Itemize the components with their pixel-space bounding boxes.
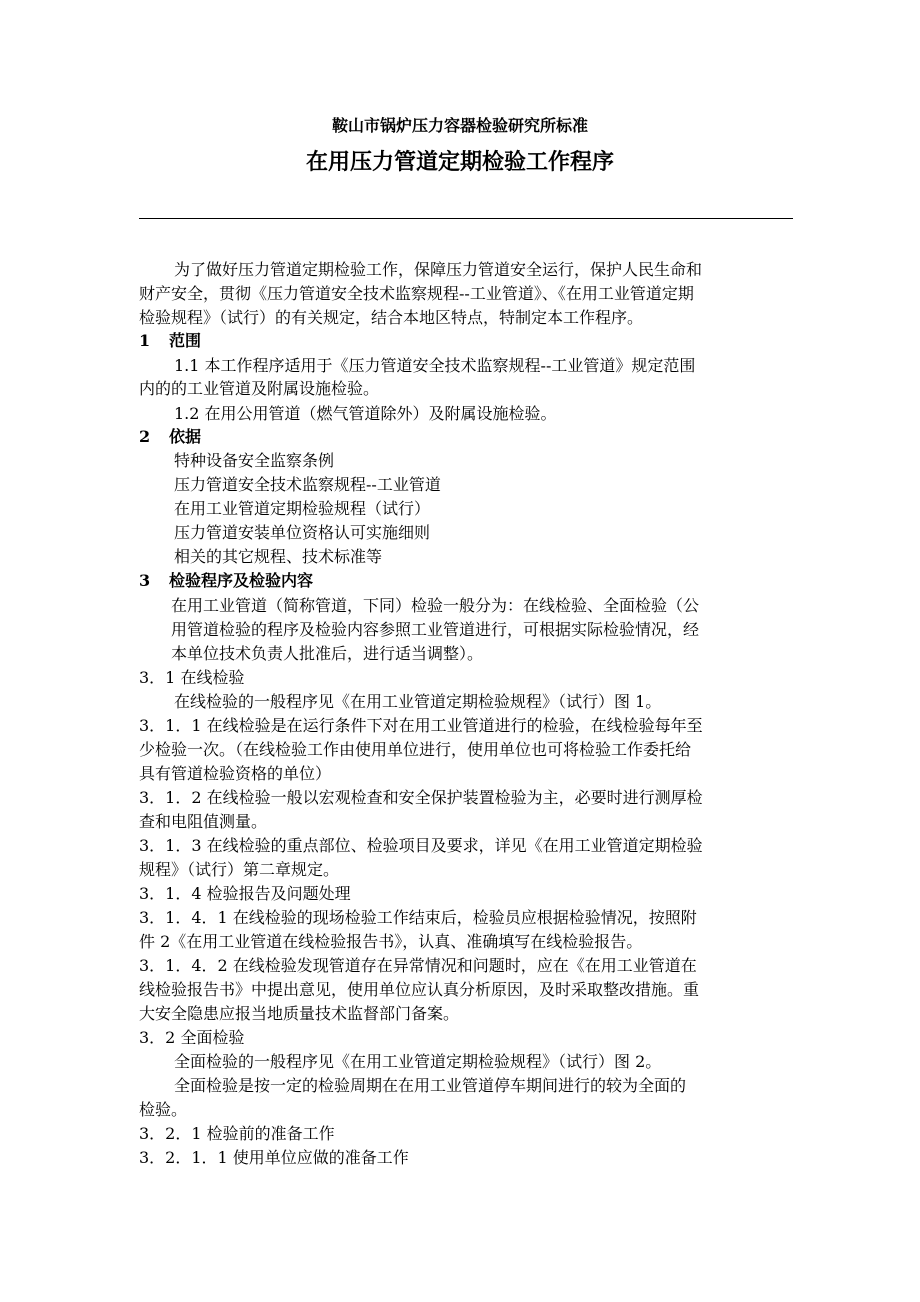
reference-item: 压力管道安装单位资格认可实施细则 xyxy=(174,523,431,542)
section-title: 依据 xyxy=(169,427,202,446)
section-number: 3 xyxy=(139,571,151,590)
header-divider xyxy=(139,218,793,219)
section-title: 检验程序及检验内容 xyxy=(169,571,314,590)
section-line: 检验。 xyxy=(139,1100,188,1119)
section-line: 用管道检验的程序及检验内容参照工业管道进行，可根据实际检验情况，经 xyxy=(171,620,700,639)
subsection-heading: 3．2．1．1 使用单位应做的准备工作 xyxy=(139,1148,409,1167)
institute-name: 鞍山市锅炉压力容器检验研究所标准 xyxy=(331,116,588,135)
section-line: 规程》（试行）第二章规定。 xyxy=(139,860,340,879)
section-line: 线检验报告书》中提出意见，使用单位应认真分析原因，及时采取整改措施。重 xyxy=(139,980,700,999)
section-line: 3．1．4．2 在线检验发现管道存在异常情况和问题时，应在《在用工业管道在 xyxy=(139,956,697,975)
section-line: 本单位技术负责人批准后，进行适当调整）。 xyxy=(171,644,484,663)
section-line: 1.2 在用公用管道（燃气管道除外）及附属设施检验。 xyxy=(174,404,557,423)
section-line: 内的的工业管道及附属设施检验。 xyxy=(139,379,380,398)
subsection-heading: 3．2 全面检验 xyxy=(139,1028,245,1047)
section-line: 查和电阻值测量。 xyxy=(139,812,268,831)
intro-line: 检验规程》（试行）的有关规定，结合本地区特点，特制定本工作程序。 xyxy=(139,308,644,327)
section-line: 全面检验的一般程序见《在用工业管道定期检验规程》（试行）图 2。 xyxy=(174,1052,662,1071)
section-line: 在线检验的一般程序见《在用工业管道定期检验规程》（试行）图 1。 xyxy=(174,692,662,711)
reference-item: 压力管道安全技术监察规程--工业管道 xyxy=(174,475,441,494)
section-line: 具有管道检验资格的单位） xyxy=(139,764,332,783)
reference-item: 相关的其它规程、技术标准等 xyxy=(174,547,383,566)
section-line: 件 2《在用工业管道在线检验报告书》，认真、准确填写在线检验报告。 xyxy=(139,932,643,951)
reference-item: 特种设备安全监察条例 xyxy=(174,451,335,470)
section-heading xyxy=(139,570,313,592)
section-line: 3．1．3 在线检验的重点部位、检验项目及要求，详见《在用工业管道定期检验 xyxy=(139,836,703,855)
section-line: 大安全隐患应报当地质量技术监督部门备案。 xyxy=(139,1004,460,1023)
intro-line: 为了做好压力管道定期检验工作，保障压力管道安全运行，保护人民生命和 xyxy=(174,260,703,279)
section-line: 3．1．4．1 在线检验的现场检验工作结束后，检验员应根据检验情况，按照附 xyxy=(139,908,697,927)
section-line: 3．1．2 在线检验一般以宏观检查和安全保护装置检验为主，必要时进行测厚检 xyxy=(139,788,703,807)
section-line: 在用工业管道（简称管道，下同）检验一般分为：在线检验、全面检验（公 xyxy=(171,596,700,615)
section-line: 全面检验是按一定的检验周期在在用工业管道停车期间进行的较为全面的 xyxy=(174,1076,687,1095)
section-line: 少检验一次。（在线检验工作由使用单位进行，使用单位也可将检验工作委托给 xyxy=(139,740,692,759)
section-heading xyxy=(139,426,201,448)
section-line: 3．1．1 在线检验是在运行条件下对在用工业管道进行的检验，在线检验每年至 xyxy=(139,716,703,735)
document-title: 在用压力管道定期检验工作程序 xyxy=(305,150,614,175)
section-heading xyxy=(139,330,201,352)
reference-item: 在用工业管道定期检验规程（试行） xyxy=(174,499,431,518)
section-number: 1 xyxy=(139,331,151,350)
subsection-heading: 3．1 在线检验 xyxy=(139,668,245,687)
subsection-heading: 3．1．4 检验报告及问题处理 xyxy=(139,884,351,903)
section-title: 范围 xyxy=(169,331,202,350)
section-line: 1.1 本工作程序适用于《压力管道安全技术监察规程--工业管道》规定范围 xyxy=(174,356,696,375)
subsection-heading: 3．2．1 检验前的准备工作 xyxy=(139,1124,335,1143)
section-number: 2 xyxy=(139,427,151,446)
intro-line: 财产安全，贯彻《压力管道安全技术监察规程--工业管道》、《在用工业管道定期 xyxy=(139,284,694,303)
